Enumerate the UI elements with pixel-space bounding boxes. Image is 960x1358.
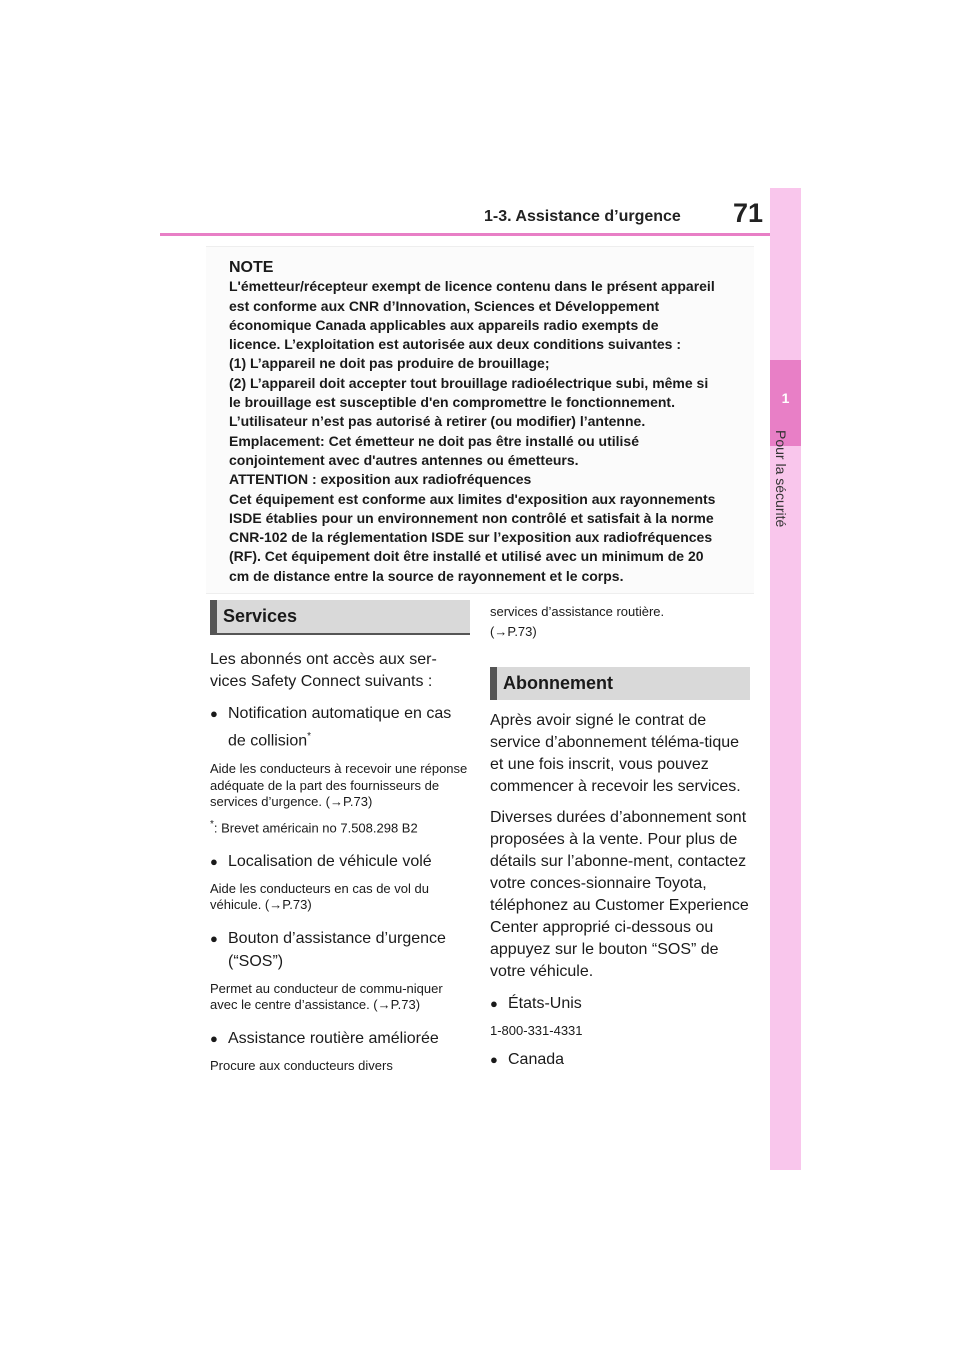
service-item-desc: Permet au conducteur de commu-niquer avec le centre d’assistance. (→P.73) bbox=[210, 980, 443, 1013]
abonnement-column bbox=[490, 604, 750, 1071]
footnote-text: : Brevet américain no 7.508.298 B2 bbox=[213, 820, 418, 836]
phone-number: 1-800-331-4331 bbox=[490, 1023, 583, 1038]
chapter-label: Pour la sécurité bbox=[773, 430, 789, 528]
services-intro: Les abonnés ont accès aux ser-vices Safety Connect suivants : bbox=[210, 651, 437, 690]
note-line: ISDE établies pour un environnement non contrôlé et satisfait à la norme bbox=[229, 509, 714, 526]
page-reference-link[interactable]: (→P.73) bbox=[490, 623, 537, 639]
service-item-stolen-vehicle bbox=[210, 850, 470, 873]
country-item-usa bbox=[490, 992, 750, 1015]
country-label: États-Unis bbox=[508, 995, 582, 1012]
note-line: cm de distance entre la source de rayonnement et le corps. bbox=[229, 567, 624, 584]
service-item-desc: Procure aux conducteurs divers bbox=[210, 1057, 393, 1073]
country-item-canada bbox=[490, 1048, 750, 1071]
note-line: Cet équipement est conforme aux limites d'exposition aux rayonnements bbox=[229, 490, 716, 507]
section-title: 1-3. Assistance d’urgence bbox=[484, 208, 681, 225]
service-item-roadside bbox=[210, 1027, 470, 1050]
note-line: licence. L’exploitation est autorisée aux deux conditions suivantes : bbox=[229, 336, 682, 353]
header-divider bbox=[160, 233, 770, 236]
services-heading bbox=[210, 600, 470, 635]
chapter-side-tab bbox=[770, 188, 801, 1170]
note-line: (RF). Cet équipement doit être installé et utilisé avec un minimum de 20 bbox=[229, 548, 704, 565]
abonnement-para: Diverses durées d’abonnement sont proposées à la vente. Pour plus de détails sur l’abonne-ment, contactez votre conces-sionnaire Toyota, téléphonez au Customer Experience Center approprié ci-dessous ou appuyez sur le bouton “SOS” de votre véhicule. bbox=[490, 809, 749, 980]
note-line: CNR-102 de la réglementation ISDE sur l’exposition aux radiofréquences bbox=[229, 529, 713, 546]
services-column bbox=[210, 600, 470, 1074]
service-item-desc-continued: services d’assistance routière. bbox=[490, 604, 665, 619]
footnote-marker: * bbox=[210, 818, 214, 830]
abonnement-para: Après avoir signé le contrat de service d’abonnement téléma-tique et une fois inscrit, vous pouvez commencer à recevoir les services. bbox=[490, 712, 741, 795]
note-line: économique Canada applicables aux appareils radio exempts de bbox=[229, 316, 659, 333]
footnote bbox=[210, 817, 470, 837]
page-number: 71 bbox=[733, 198, 764, 228]
service-item-title: Localisation de véhicule volé bbox=[228, 852, 432, 870]
country-label: Canada bbox=[508, 1050, 565, 1068]
service-item-collision bbox=[210, 702, 470, 752]
note-line: L'émetteur/récepteur exempt de licence contenu dans le présent appareil bbox=[229, 278, 715, 295]
service-item-desc: Aide les conducteurs à recevoir une réponse adéquate de la part des fournisseurs de services d’urgence. (→P.73) bbox=[210, 761, 468, 810]
note-line: est conforme aux CNR d’Innovation, Sciences et Développement bbox=[229, 297, 660, 314]
service-item-title: Notification automatique en cas de collision bbox=[228, 705, 452, 750]
service-item-desc: Aide les conducteurs en cas de vol du véhicule. (→P.73) bbox=[210, 880, 429, 913]
note-line: L’utilisateur n’est pas autorisé à retirer (ou modifier) l’antenne. bbox=[229, 413, 646, 430]
services-heading-label: Services bbox=[223, 606, 298, 626]
chapter-number: 1 bbox=[781, 390, 790, 406]
note-line: conjointement avec d'autres antennes ou émetteurs. bbox=[229, 451, 579, 468]
footnote-marker: * bbox=[307, 731, 312, 742]
note-line: Emplacement: Cet émetteur ne doit pas être installé ou utilisé bbox=[229, 432, 639, 449]
note-line: ATTENTION : exposition aux radiofréquences bbox=[229, 471, 532, 488]
service-item-sos bbox=[210, 927, 470, 973]
regulatory-note-text bbox=[229, 258, 749, 586]
note-line: (2) L’appareil doit accepter tout brouillage radioélectrique subi, même si bbox=[229, 374, 709, 391]
note-line: le brouillage est susceptible d'en compromettre le fonctionnement. bbox=[229, 394, 675, 411]
abonnement-heading-label: Abonnement bbox=[503, 673, 613, 693]
service-item-title: Assistance routière améliorée bbox=[228, 1029, 439, 1047]
abonnement-heading bbox=[490, 667, 750, 700]
note-line: (1) L’appareil ne doit pas produire de brouillage; bbox=[229, 355, 550, 372]
note-line: NOTE bbox=[229, 259, 274, 276]
service-item-title: Bouton d’assistance d’urgence (“SOS”) bbox=[228, 929, 446, 970]
